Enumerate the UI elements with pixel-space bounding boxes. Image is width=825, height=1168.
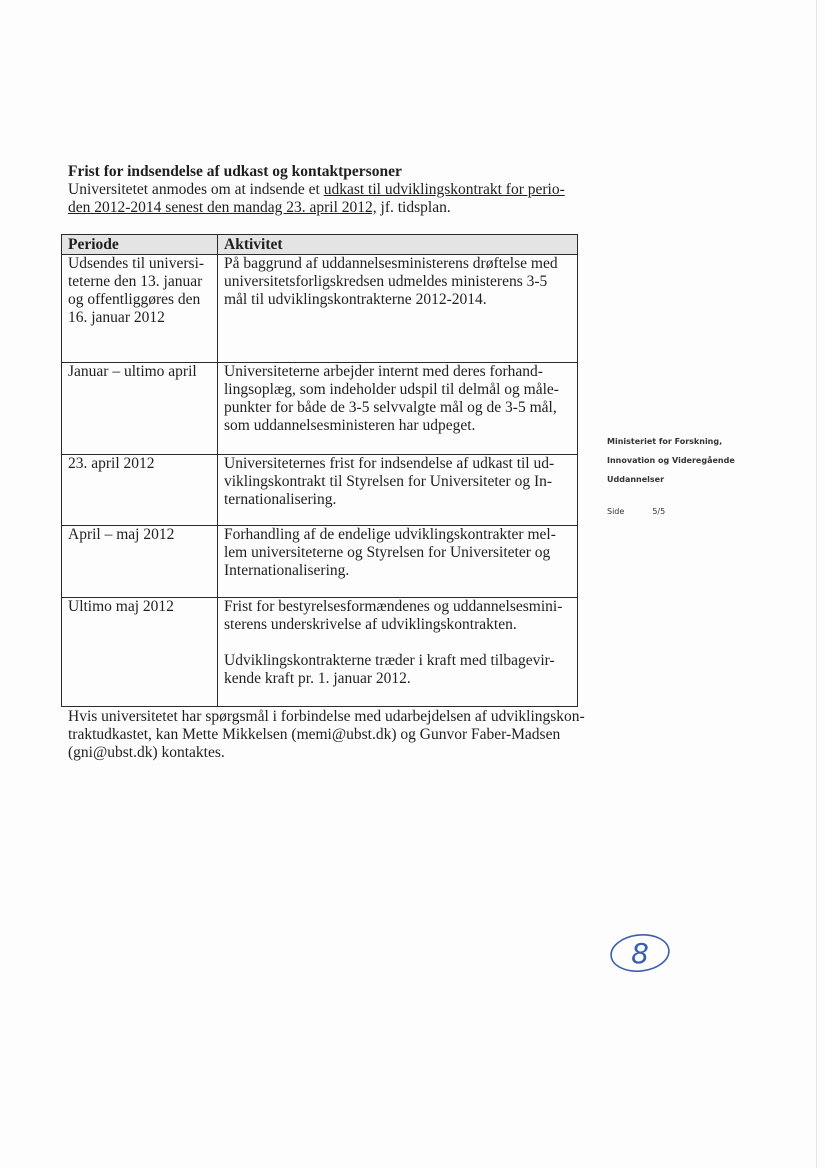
activity-line: Frist for bestyrelsesformændenes og uddannelsesmini- — [224, 598, 563, 615]
closing-line: traktudkastet, kan Mette Mikkelsen (memi@ubst.dk) og Gunvor Faber-Madsen — [68, 726, 561, 743]
activity-line: som uddannelsesministeren har udpeget. — [224, 417, 476, 434]
activity-line: viklingskontrakt til Styrelsen for Universiteter og In- — [224, 473, 553, 490]
activity-line: ternationalisering. — [224, 491, 337, 508]
ministry-name-line: Uddannelser — [607, 475, 665, 484]
activity-line: Forhandling af de endelige udviklingskontrakter mel- — [224, 526, 556, 543]
activity-text — [224, 598, 571, 634]
handwritten-page-mark — [609, 930, 673, 976]
column-header-activity: Aktivitet — [218, 235, 578, 255]
period-line: Ultimo maj 2012 — [68, 598, 174, 615]
activity-cell — [218, 363, 578, 455]
period-cell — [62, 255, 218, 363]
period-line: 23. april 2012 — [68, 455, 155, 472]
table-row — [62, 598, 578, 707]
activity-cell — [218, 255, 578, 363]
activity-line: lem universiteterne og Styrelsen for Universiteter og — [224, 544, 551, 561]
table-header-row — [62, 235, 578, 255]
period-text — [68, 255, 211, 327]
activity-line: kende kraft pr. 1. januar 2012. — [224, 670, 411, 687]
schedule-table — [61, 234, 578, 707]
page-number: 5/5 — [652, 507, 666, 516]
period-text — [68, 526, 211, 544]
paragraph-gap — [224, 634, 571, 652]
intro-tail: jf. tidsplan. — [376, 199, 451, 216]
period-line: 16. januar 2012 — [68, 309, 165, 326]
period-line: teterne den 13. januar — [68, 273, 203, 290]
closing-line: Hvis universitetet har spørgsmål i forbindelse med udarbejdelsen af udviklingskon- — [68, 708, 585, 725]
column-header-period: Periode — [62, 235, 218, 255]
period-line: og offentliggøres den — [68, 291, 201, 308]
intro-lead: Universitetet anmodes om at indsende et — [68, 181, 324, 198]
activity-line: Universiteternes frist for indsendelse af udkast til ud- — [224, 455, 555, 472]
activity-line: På baggrund af uddannelsesministerens drøftelse med — [224, 255, 558, 272]
intro-underlined-2: den 2012-2014 senest den mandag 23. april 2012, — [68, 199, 377, 216]
table-row — [62, 455, 578, 526]
period-text — [68, 363, 211, 381]
period-cell — [62, 455, 218, 526]
period-cell — [62, 598, 218, 707]
period-line: Januar – ultimo april — [68, 363, 197, 380]
page-edge — [816, 0, 817, 1168]
activity-line: sterens underskrivelse af udviklingskontrakten. — [224, 616, 517, 633]
table-row — [62, 363, 578, 455]
activity-text — [224, 255, 571, 309]
intro-paragraph — [68, 181, 588, 217]
activity-line: mål til udviklingskontrakterne 2012-2014. — [224, 291, 487, 308]
activity-line: punkter for både de 3-5 selvvalgte mål og de 3-5 mål, — [224, 399, 557, 416]
ministry-name-line: Innovation og Videregående — [607, 456, 735, 465]
period-line: April – maj 2012 — [68, 526, 175, 543]
closing-line: (gni@ubst.dk) kontaktes. — [68, 744, 225, 761]
activity-cell — [218, 455, 578, 526]
page-label: Side — [607, 507, 625, 516]
activity-cell — [218, 598, 578, 707]
section-heading: Frist for indsendelse af udkast og kontaktpersoner — [68, 163, 402, 180]
activity-text — [224, 652, 571, 688]
closing-paragraph — [68, 708, 588, 762]
intro-underlined-1: udkast til udviklingskontrakt for perio- — [323, 181, 565, 198]
activity-text — [224, 526, 571, 580]
page-reference — [607, 507, 665, 516]
period-cell — [62, 526, 218, 598]
period-cell — [62, 363, 218, 455]
activity-line: Internationalisering. — [224, 562, 350, 579]
activity-line: lingsoplæg, som indeholder udspil til delmål og måle- — [224, 381, 559, 398]
period-text — [68, 455, 211, 473]
activity-text — [224, 455, 571, 509]
activity-text — [224, 363, 571, 435]
activity-line: Udviklingskontrakterne træder i kraft med tilbagevir- — [224, 652, 555, 669]
ministry-name-line: Ministeriet for Forskning, — [607, 437, 723, 446]
activity-line: Universiteterne arbejder internt med deres forhand- — [224, 363, 543, 380]
ministry-sidebar — [607, 432, 807, 489]
table-row — [62, 526, 578, 598]
section-header — [68, 163, 588, 217]
activity-line: universitetsforligskredsen udmeldes ministerens 3-5 — [224, 273, 548, 290]
period-line: Udsendes til universi- — [68, 255, 205, 272]
stamp-number: 8 — [631, 937, 649, 970]
table-row — [62, 255, 578, 363]
activity-cell — [218, 526, 578, 598]
period-text — [68, 598, 211, 616]
